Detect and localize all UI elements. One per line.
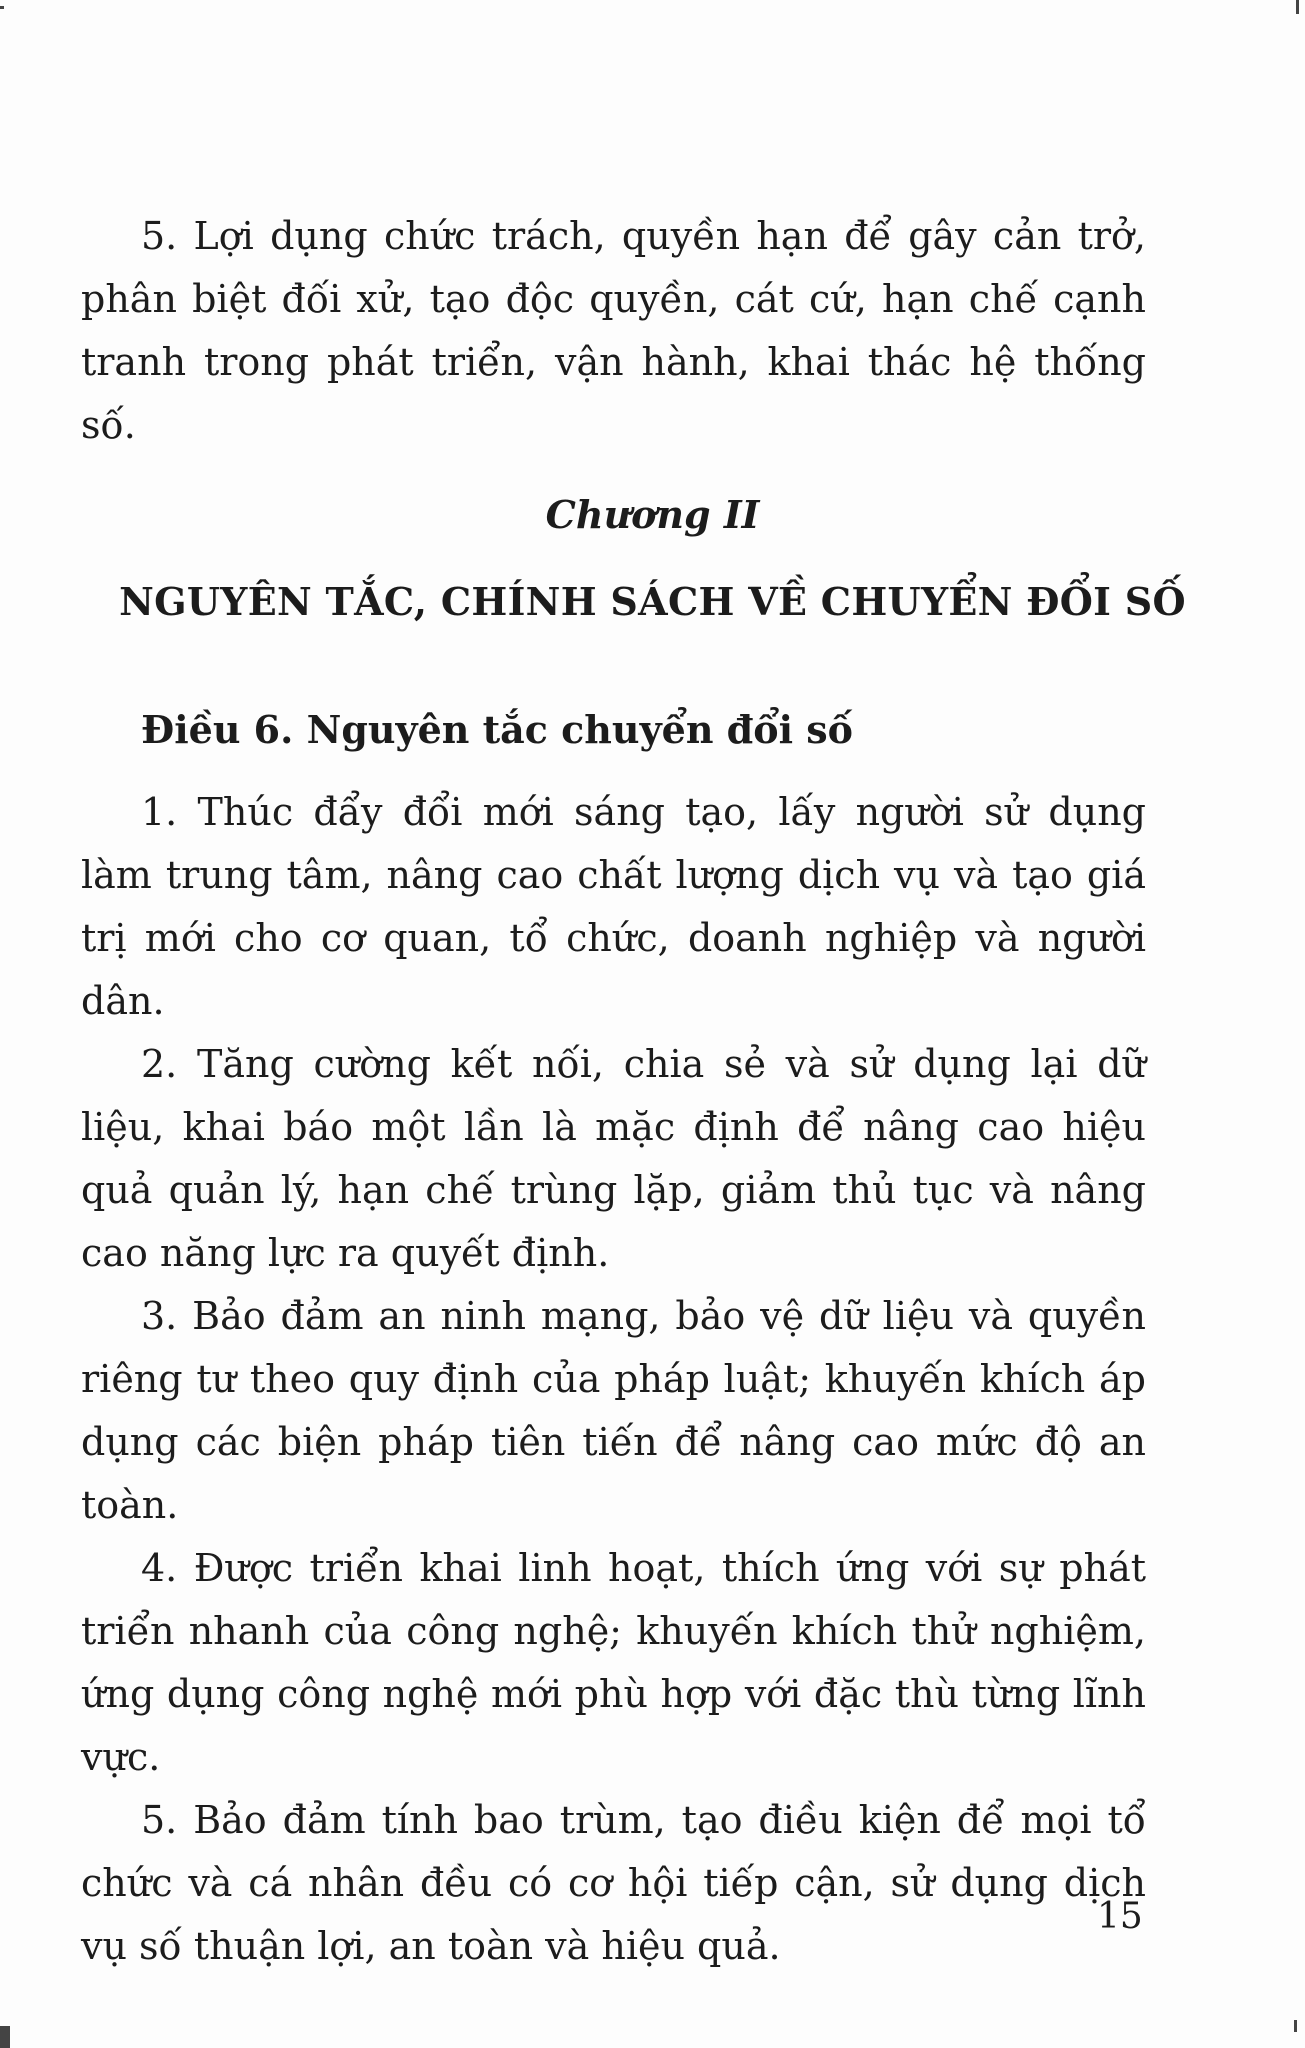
article-items: [81, 781, 1146, 1978]
scan-edge-mark-bottom-left: [0, 2026, 10, 2048]
chapter-title: NGUYÊN TẮC, CHÍNH SÁCH VỀ CHUYỂN ĐỔI SỐ: [119, 579, 1186, 624]
article-item-3: 3. Bảo đảm an ninh mạng, bảo vệ dữ liệu và quyền riêng tư theo quy định của pháp luật; khuyến khích áp dụng các biện pháp tiên tiến để nâng cao mức độ an toàn.: [81, 1294, 1146, 1527]
scan-edge-mark-top-right: [1296, 0, 1299, 14]
scan-edge-mark-top-left: [0, 6, 4, 9]
scan-edge-mark-bottom-right: [1294, 2020, 1297, 2032]
chapter-label: Chương II: [545, 492, 760, 537]
previous-item-block: [81, 205, 1146, 457]
article-item-4: 4. Được triển khai linh hoạt, thích ứng với sự phát triển nhanh của công nghệ; khuyến khích thử nghiệm, ứng dụng công nghệ mới phù hợp với đặc thù từng lĩnh vực.: [81, 1546, 1146, 1779]
article-item-5: 5. Bảo đảm tính bao trùm, tạo điều kiện để mọi tổ chức và cá nhân đều có cơ hội tiếp cận, sử dụng dịch vụ số thuận lợi, an toàn và hiệu quả.: [81, 1798, 1146, 1968]
article-item-1: 1. Thúc đẩy đổi mới sáng tạo, lấy người sử dụng làm trung tâm, nâng cao chất lượng dịch vụ và tạo giá trị mới cho cơ quan, tổ chức, doanh nghiệp và người dân.: [81, 790, 1146, 1023]
previous-item-5: 5. Lợi dụng chức trách, quyền hạn để gây cản trở, phân biệt đối xử, tạo độc quyền, cát cứ, hạn chế cạnh tranh trong phát triển, vận hành, khai thác hệ thống số.: [81, 214, 1146, 447]
article-item-2: 2. Tăng cường kết nối, chia sẻ và sử dụng lại dữ liệu, khai báo một lần là mặc định để nâng cao hiệu quả quản lý, hạn chế trùng lặp, giảm thủ tục và nâng cao năng lực ra quyết định.: [81, 1042, 1146, 1275]
article-title: Điều 6. Nguyên tắc chuyển đổi số: [141, 707, 853, 752]
page-number: 15: [1097, 1896, 1143, 1937]
